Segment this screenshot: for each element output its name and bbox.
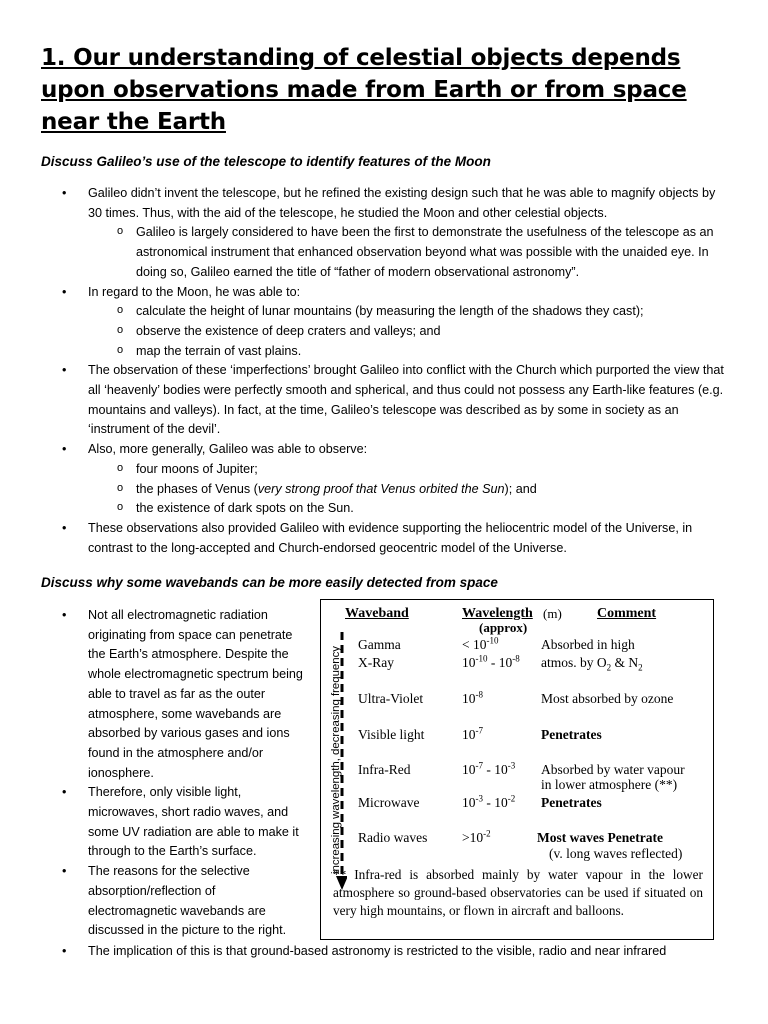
wavelength-visible — [462, 727, 483, 743]
col-header-waveband: Waveband — [345, 606, 409, 621]
value-text: 10 — [462, 655, 476, 670]
sub-list-item: o observe the existence of deep craters and valleys; and — [88, 322, 731, 342]
comment-infrared-2: in lower atmosphere (**) — [541, 777, 678, 792]
waveband-radio: Radio waves — [358, 830, 428, 845]
exponent: -10 — [475, 653, 488, 664]
bullet-text: Also, more generally, Galileo was able to observe: — [88, 442, 368, 457]
col-header-approx: (approx) — [479, 620, 528, 635]
page-title: 1. Our understanding of celestial objects depends upon observations made from Earth or from space near the Earth — [41, 45, 687, 135]
comment-uv: Most absorbed by ozone — [541, 691, 674, 706]
value-text: >10 — [462, 830, 484, 845]
exponent: -3 — [475, 793, 483, 804]
wavelength-uv — [462, 691, 483, 707]
waveband-xray: X-Ray — [358, 655, 394, 670]
sub-list — [88, 302, 731, 361]
list-item: • Therefore, only visible light, microwaves, short radio waves, and some UV radiation are able to make it through to the Earth’s surface. — [41, 783, 307, 862]
waveband-uv: Ultra-Violet — [358, 691, 424, 706]
waveband-bullet-list — [41, 606, 307, 941]
waveband-infrared: Infra-Red — [358, 762, 411, 777]
text-span: ); and — [504, 481, 537, 496]
list-item: • The implication of this is that ground-based astronomy is restricted to the visible, radio and near infrared — [41, 942, 741, 962]
list-item — [41, 283, 731, 362]
exponent: -7 — [475, 760, 483, 771]
value-text: atmos. by O — [541, 655, 607, 670]
bullet-text: Galileo didn’t invent the telescope, but he refined the existing design such that he was able to magnify objects by 30 times. Thus, with the aid of the telescope, he studied the Moon and other celestial objects. — [88, 186, 716, 220]
list-item: • These observations also provided Galileo with evidence supporting the heliocentric model of the Universe, in contrast to the long-accepted and Church-endorsed geocentric model of the Universe. — [41, 519, 731, 558]
sub-list-item: o map the terrain of vast plains. — [88, 342, 731, 362]
sub-list-item — [88, 480, 731, 500]
wavelength-gamma — [462, 637, 499, 653]
waveband-visible: Visible light — [358, 727, 425, 742]
comment-microwave: Penetrates — [541, 795, 602, 810]
list-item — [41, 440, 731, 519]
wavelength-microwave — [462, 795, 515, 811]
comment-infrared-1: Absorbed by water vapour — [541, 762, 685, 777]
sub-list — [88, 223, 731, 282]
comment-visible: Penetrates — [541, 727, 602, 742]
waveband-figure — [320, 599, 714, 940]
list-item: • Not all electromagnetic radiation originating from space can penetrate the Earth’s atmosphere. Despite the whole electromagnetic spectrum being able to travel as far as the outer atmosphere, some wavebands are absorbed by various gases and ions found in the atmosphere and/or ionosphere. — [41, 606, 307, 783]
list-item: • The observation of these ‘imperfections’ brought Galileo into conflict with the Church which purported the view that all ‘heavenly’ bodies were perfectly smooth and spherical, and thus could not possess any Earth-like features (e.g. mountains and valleys). In fact, at the time, Galileo’s telescope was described as by some in society as an ‘instrument of the devil’. — [41, 361, 731, 440]
subscript: 2 — [606, 662, 612, 673]
exponent: -2 — [507, 793, 516, 804]
value-text: 10 — [462, 762, 476, 777]
exponent: -10 — [486, 635, 499, 646]
value-text: 10 — [462, 727, 476, 742]
comment-radio-2: (v. long waves reflected) — [549, 846, 683, 861]
sub-list-item: o the existence of dark spots on the Sun. — [88, 499, 731, 519]
sub-list-item: o calculate the height of lunar mountains (by measuring the length of the shadows they cast); — [88, 302, 731, 322]
waveband-gamma: Gamma — [358, 637, 401, 652]
value-text: - 10 — [483, 762, 508, 777]
list-item — [41, 184, 731, 283]
col-header-wavelength: Wavelength — [462, 606, 533, 621]
comment-absorbed-high: Absorbed in high — [541, 637, 635, 652]
exponent: -8 — [475, 689, 483, 700]
value-text: - 10 — [483, 795, 508, 810]
section-heading-wavebands: Discuss why some wavebands can be more easily detected from space — [41, 575, 498, 590]
section-heading-galileo: Discuss Galileo’s use of the telescope to identify features of the Moon — [41, 154, 491, 169]
axis-indicator — [325, 628, 347, 892]
bullet-text: In regard to the Moon, he was able to: — [88, 284, 301, 299]
subscript: 2 — [638, 662, 643, 673]
col-header-comment: Comment — [597, 606, 657, 621]
wavelength-xray — [462, 655, 520, 671]
sub-list-item: o Galileo is largely considered to have been the first to demonstrate the usefulness of the telescope as an astronomical instrument that enhanced observation beyond what was possible with the unaided eye. In doing so, Galileo earned the title of “father of modern observational astronomy”. — [88, 223, 731, 282]
sub-list — [88, 460, 731, 519]
wavelength-infrared — [462, 762, 515, 778]
waveband-microwave: Microwave — [358, 795, 420, 810]
value-text: - 10 — [487, 655, 513, 670]
galileo-bullet-list — [41, 184, 731, 558]
comment-atmos — [541, 655, 643, 671]
exponent: -8 — [512, 653, 520, 664]
comment-radio: Most waves Penetrate — [537, 830, 663, 845]
exponent: -2 — [483, 828, 491, 839]
exponent: -3 — [507, 760, 516, 771]
value-text: < 10 — [462, 637, 487, 652]
implication-bullet-list — [41, 942, 741, 962]
value-text: 10 — [462, 691, 476, 706]
italic-text: very strong proof that Venus orbited the Sun — [257, 481, 505, 496]
axis-label: increasing wavelength, decreasing frequency — [330, 646, 342, 874]
sub-list-item: o four moons of Jupiter; — [88, 460, 731, 480]
wavelength-radio — [462, 830, 491, 846]
figure-note: ** Infra-red is absorbed mainly by water vapour in the lower atmosphere so ground-based observatories can be used if situated on very high mountains, or flown in aircraft and balloons. — [333, 867, 703, 918]
text-span: the phases of Venus ( — [136, 481, 258, 496]
exponent: -7 — [475, 725, 483, 736]
value-text: & N — [611, 655, 639, 670]
list-item: • The reasons for the selective absorption/reflection of electromagnetic wavebands are discussed in the picture to the right. — [41, 862, 307, 941]
col-header-unit: (m) — [543, 606, 562, 621]
value-text: 10 — [462, 795, 476, 810]
